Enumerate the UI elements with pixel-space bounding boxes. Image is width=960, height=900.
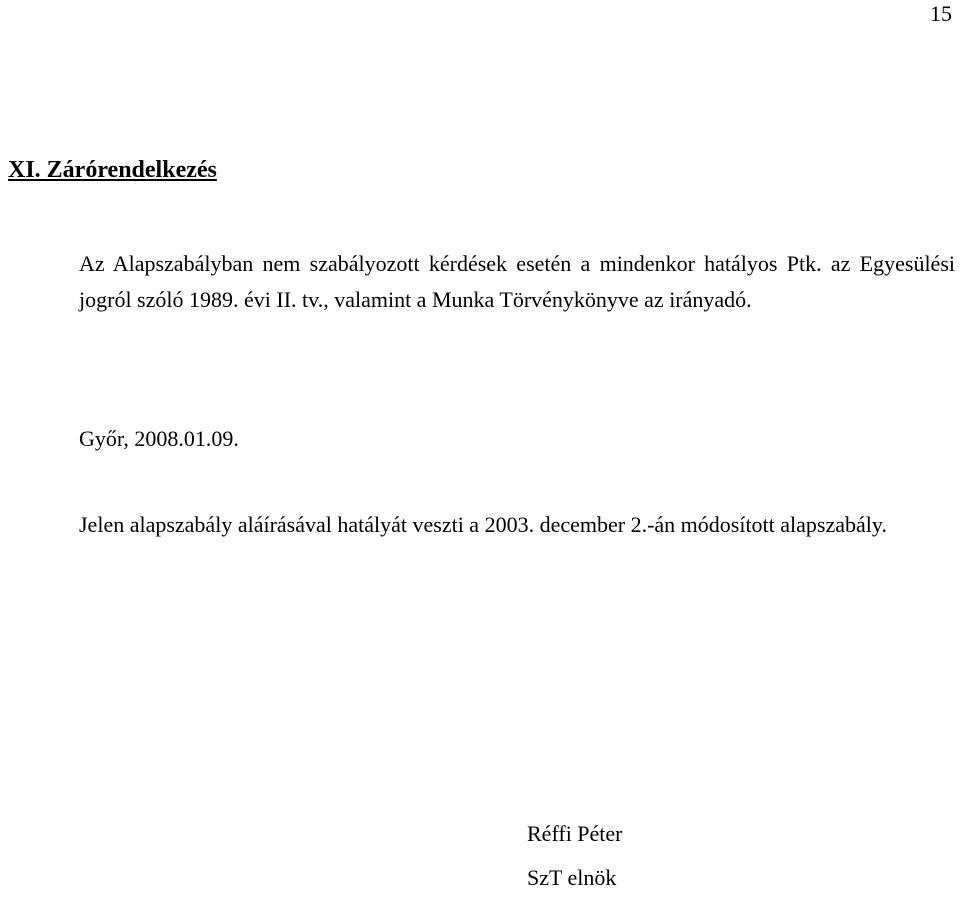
signatory-title: SzT elnök <box>527 865 617 890</box>
place-date: Győr, 2008.01.09. <box>79 426 239 451</box>
supersession-paragraph: Jelen alapszabály aláírásával hatályát veszti a 2003. december 2.-án módosított alapszabály. <box>79 512 887 537</box>
page-number: 15 <box>930 1 952 26</box>
governing-law-paragraph: Az Alapszabályban nem szabályozott kérdések esetén a mindenkor hatályos Ptk. az Egyesülési jogról szóló 1989. évi II. tv., valamint a Munka Törvénykönyve az irányadó. <box>79 251 955 312</box>
section-title: XI. Zárórendelkezés <box>8 157 217 183</box>
signatory-name: Réffi Péter <box>527 821 623 846</box>
signature-block <box>527 812 623 900</box>
